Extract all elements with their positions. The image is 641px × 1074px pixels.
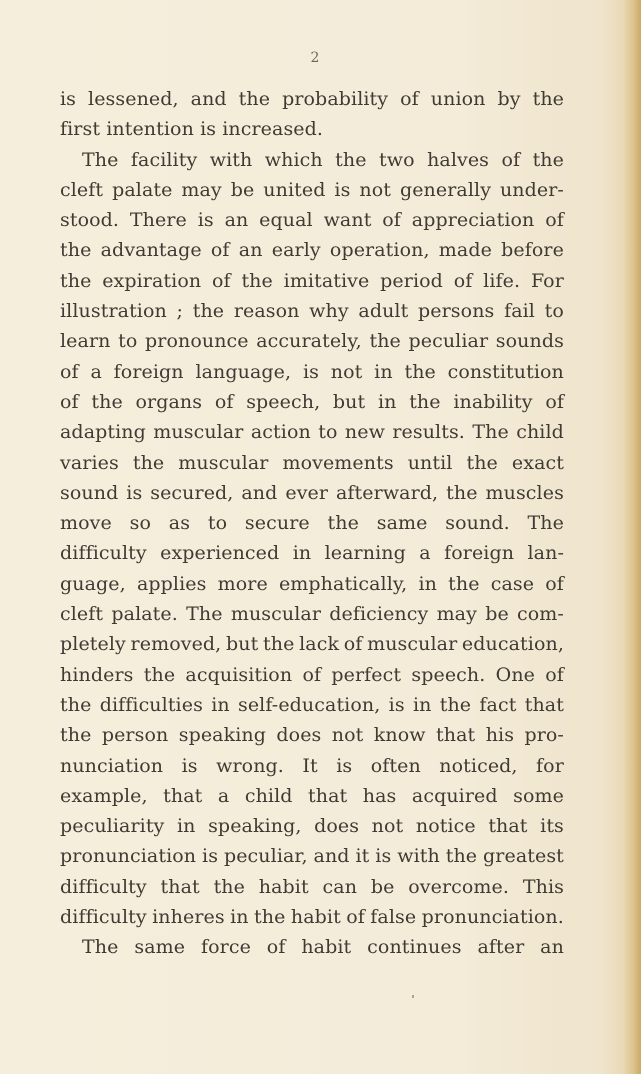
word: has bbox=[362, 784, 397, 807]
word: the bbox=[532, 148, 564, 171]
word: is bbox=[388, 693, 405, 716]
word: more bbox=[217, 572, 268, 595]
word: hinders bbox=[60, 663, 134, 686]
word: for bbox=[536, 754, 564, 777]
word: habit bbox=[301, 936, 352, 959]
word: of bbox=[210, 239, 230, 262]
word: foreign bbox=[113, 360, 184, 383]
word: movements bbox=[282, 451, 394, 474]
word: muscular bbox=[230, 603, 321, 626]
word: in bbox=[176, 815, 196, 838]
word: appreciation bbox=[411, 209, 535, 232]
text-line bbox=[60, 538, 564, 568]
word: inability bbox=[453, 390, 533, 413]
word: sound. bbox=[445, 512, 510, 535]
word: pronunciation bbox=[60, 845, 197, 868]
word: the bbox=[238, 88, 271, 110]
word: the bbox=[448, 572, 480, 595]
word: language, bbox=[195, 360, 292, 383]
word: until bbox=[407, 451, 453, 474]
page-edge-shading bbox=[623, 0, 641, 1074]
word: the bbox=[532, 88, 564, 110]
word: facility bbox=[130, 148, 198, 171]
word: before bbox=[501, 239, 564, 262]
text-line bbox=[60, 114, 564, 144]
word: be bbox=[485, 603, 509, 626]
word: reason bbox=[233, 300, 300, 323]
word: the bbox=[369, 330, 401, 353]
word: to bbox=[544, 300, 564, 323]
word: move bbox=[60, 512, 112, 535]
word: not bbox=[371, 815, 404, 838]
word: not bbox=[331, 724, 364, 747]
word: peculiarity bbox=[60, 815, 165, 838]
word: lessened, bbox=[88, 88, 179, 110]
word: can bbox=[322, 875, 358, 898]
word: that bbox=[160, 875, 200, 898]
word: the bbox=[60, 269, 92, 292]
word: of bbox=[382, 209, 401, 232]
word: some bbox=[513, 784, 564, 807]
word: with bbox=[209, 148, 253, 171]
word: muscles bbox=[485, 481, 564, 504]
word: The bbox=[472, 421, 509, 444]
word: is bbox=[202, 845, 219, 868]
word: palate. bbox=[111, 603, 178, 626]
word: pro- bbox=[524, 724, 564, 747]
word: imitative bbox=[283, 269, 370, 292]
word: of bbox=[60, 360, 79, 383]
word: difficulty bbox=[60, 542, 147, 565]
word: noticed, bbox=[439, 754, 518, 777]
word: under- bbox=[499, 178, 564, 201]
word: muscular bbox=[153, 421, 244, 444]
word: organs bbox=[135, 390, 203, 413]
word: results. bbox=[392, 421, 465, 444]
text-line bbox=[60, 720, 564, 750]
text-line bbox=[60, 629, 564, 659]
word: in bbox=[211, 693, 230, 716]
word: child bbox=[516, 421, 564, 444]
word: in bbox=[377, 390, 397, 413]
word: removed, bbox=[130, 633, 222, 656]
word: notice bbox=[415, 815, 476, 838]
word: is bbox=[197, 209, 214, 232]
word: There bbox=[129, 209, 187, 232]
word: ever bbox=[285, 481, 329, 504]
text-line bbox=[60, 508, 564, 538]
word: greatest bbox=[483, 845, 564, 868]
word: afterward, bbox=[336, 481, 439, 504]
word: it bbox=[355, 845, 370, 868]
word: but bbox=[332, 390, 366, 413]
word: The bbox=[82, 148, 119, 171]
text-line bbox=[60, 387, 564, 417]
word: is bbox=[302, 360, 319, 383]
text-line bbox=[60, 841, 564, 871]
word: to bbox=[118, 330, 138, 353]
word: habit bbox=[290, 906, 341, 929]
word: of bbox=[545, 390, 564, 413]
word: is bbox=[181, 754, 198, 777]
word: palate bbox=[112, 178, 173, 201]
text-line bbox=[60, 235, 564, 265]
word: cleft bbox=[60, 178, 104, 201]
word: foreign bbox=[444, 542, 515, 565]
word: com- bbox=[517, 603, 564, 626]
word: the bbox=[60, 724, 92, 747]
text-line bbox=[60, 569, 564, 599]
word: For bbox=[530, 269, 564, 292]
word: is bbox=[375, 845, 392, 868]
text-line bbox=[60, 902, 564, 932]
word: It bbox=[302, 754, 318, 777]
word: after bbox=[477, 936, 525, 959]
word: The bbox=[82, 936, 119, 959]
word: equal bbox=[259, 209, 313, 232]
word: of bbox=[60, 390, 79, 413]
word: the bbox=[263, 633, 295, 656]
word: as bbox=[168, 512, 191, 535]
word: the bbox=[192, 300, 225, 323]
word: This bbox=[522, 875, 564, 898]
word: cleft bbox=[60, 603, 104, 626]
word: the bbox=[60, 693, 92, 716]
text-line bbox=[60, 326, 564, 356]
word: the bbox=[445, 845, 478, 868]
word: of bbox=[545, 572, 564, 595]
word: the bbox=[254, 906, 286, 929]
word: speaking, bbox=[208, 815, 302, 838]
word: muscular bbox=[367, 633, 458, 656]
word: force bbox=[200, 936, 251, 959]
word: an bbox=[224, 209, 249, 232]
word: that bbox=[163, 784, 203, 807]
text-line bbox=[60, 145, 564, 175]
word: lan- bbox=[527, 542, 564, 565]
word: pronounce bbox=[145, 330, 249, 353]
word: its bbox=[540, 815, 564, 838]
word: overcome. bbox=[408, 875, 510, 898]
word: the bbox=[409, 390, 441, 413]
word: is bbox=[126, 481, 143, 504]
word: speaking bbox=[178, 724, 266, 747]
word: persons bbox=[418, 300, 495, 323]
word: in bbox=[292, 542, 312, 565]
word: to bbox=[318, 421, 338, 444]
word: secure bbox=[244, 512, 310, 535]
word: of bbox=[302, 663, 322, 686]
word: sound bbox=[60, 481, 119, 504]
text-line bbox=[60, 751, 564, 781]
text-line bbox=[60, 205, 564, 235]
word: secured, bbox=[150, 481, 234, 504]
word: applies bbox=[136, 572, 207, 595]
word: false bbox=[370, 906, 417, 929]
word: advantage bbox=[100, 239, 202, 262]
word: in bbox=[230, 906, 249, 929]
word: that bbox=[524, 693, 564, 716]
word: case bbox=[490, 572, 535, 595]
word: of bbox=[545, 209, 564, 232]
word: acquisition bbox=[185, 663, 293, 686]
word: difficulty bbox=[60, 875, 147, 898]
word: wrong. bbox=[216, 754, 284, 777]
word: why bbox=[309, 300, 349, 323]
word: not bbox=[359, 178, 391, 201]
word: The bbox=[527, 512, 564, 535]
text-line bbox=[60, 448, 564, 478]
word: and bbox=[241, 481, 278, 504]
word: the bbox=[466, 451, 498, 474]
word: the bbox=[213, 875, 245, 898]
word: fact bbox=[479, 693, 517, 716]
word: does bbox=[276, 724, 322, 747]
word: pletely bbox=[60, 633, 126, 656]
word: two bbox=[379, 148, 415, 171]
word: expiration bbox=[102, 269, 202, 292]
word: exact bbox=[511, 451, 564, 474]
word: in bbox=[412, 693, 432, 716]
ink-speck bbox=[412, 995, 414, 998]
word: union bbox=[430, 88, 486, 110]
word: self-education, bbox=[237, 693, 381, 716]
word: education, bbox=[461, 633, 564, 656]
word: nunciation bbox=[60, 754, 164, 777]
text-line bbox=[60, 811, 564, 841]
text-line bbox=[60, 296, 564, 326]
word: that bbox=[488, 815, 528, 838]
word: a bbox=[217, 784, 230, 807]
word: that bbox=[308, 784, 348, 807]
word: ; bbox=[176, 300, 184, 323]
word: of bbox=[214, 390, 234, 413]
word: united bbox=[263, 178, 326, 201]
word: may bbox=[436, 603, 477, 626]
word: accurately, bbox=[256, 330, 362, 353]
word: a bbox=[90, 360, 102, 383]
text-line bbox=[60, 266, 564, 296]
word: the bbox=[132, 451, 165, 474]
word: made bbox=[438, 239, 492, 262]
word: of bbox=[453, 269, 473, 292]
word: probability bbox=[282, 88, 389, 110]
word: lack bbox=[299, 633, 340, 656]
word: of bbox=[501, 148, 521, 171]
word: the bbox=[446, 481, 478, 504]
text-line bbox=[60, 781, 564, 811]
word: the bbox=[60, 239, 92, 262]
word: in bbox=[374, 360, 393, 383]
word: sounds bbox=[495, 330, 564, 353]
word: know bbox=[373, 724, 426, 747]
word: and bbox=[313, 845, 350, 868]
text-line bbox=[60, 599, 564, 629]
word: same bbox=[376, 512, 428, 535]
word: of bbox=[343, 633, 363, 656]
word: a bbox=[419, 542, 431, 565]
word: The bbox=[186, 603, 223, 626]
word: adult bbox=[358, 300, 409, 323]
word: pronunciation. bbox=[421, 906, 564, 929]
word: peculiar bbox=[408, 330, 489, 353]
word: of bbox=[266, 936, 286, 959]
word: the bbox=[91, 390, 123, 413]
word: by bbox=[497, 88, 521, 110]
word: want bbox=[323, 209, 372, 232]
word: is bbox=[334, 178, 351, 201]
word: acquired bbox=[411, 784, 498, 807]
word: early bbox=[271, 239, 321, 262]
word: inheres bbox=[152, 906, 225, 929]
word: in bbox=[418, 572, 437, 595]
word: learn bbox=[60, 330, 111, 353]
word: experienced bbox=[160, 542, 280, 565]
word: One bbox=[495, 663, 535, 686]
word: speech, bbox=[246, 390, 321, 413]
page-number: 2 bbox=[310, 50, 320, 66]
word: may bbox=[181, 178, 222, 201]
text-line bbox=[60, 690, 564, 720]
text-line bbox=[60, 872, 564, 902]
text-line bbox=[60, 932, 564, 962]
line-text: first intention is increased. bbox=[60, 118, 324, 141]
word: continues bbox=[367, 936, 462, 959]
word: the bbox=[404, 360, 436, 383]
word: with bbox=[397, 845, 440, 868]
word: illustration bbox=[60, 300, 167, 323]
word: the bbox=[241, 269, 273, 292]
word: fail bbox=[504, 300, 535, 323]
text-line bbox=[60, 84, 564, 114]
word: emphatically, bbox=[278, 572, 408, 595]
word: an bbox=[238, 239, 263, 262]
word: halves bbox=[427, 148, 490, 171]
word: habit bbox=[258, 875, 309, 898]
word: adapting bbox=[60, 421, 146, 444]
word: to bbox=[207, 512, 228, 535]
word: is bbox=[60, 88, 77, 110]
word: be bbox=[370, 875, 395, 898]
word: and bbox=[190, 88, 227, 110]
word: action bbox=[250, 421, 311, 444]
word: which bbox=[264, 148, 323, 171]
body-text bbox=[60, 84, 564, 963]
word: of bbox=[545, 663, 564, 686]
word: varies bbox=[60, 451, 119, 474]
word: not bbox=[330, 360, 363, 383]
text-line bbox=[60, 357, 564, 387]
word: that bbox=[436, 724, 476, 747]
word: but bbox=[225, 633, 259, 656]
word: difficulties bbox=[99, 693, 203, 716]
word: the bbox=[439, 693, 472, 716]
word: does bbox=[314, 815, 360, 838]
word: the bbox=[143, 663, 176, 686]
word: of bbox=[400, 88, 419, 110]
word: muscular bbox=[178, 451, 269, 474]
word: of bbox=[346, 906, 365, 929]
word: operation, bbox=[329, 239, 430, 262]
text-line bbox=[60, 660, 564, 690]
word: an bbox=[540, 936, 564, 959]
text-line bbox=[60, 478, 564, 508]
word: speech. bbox=[411, 663, 486, 686]
word: difficulty bbox=[60, 906, 147, 929]
word: same bbox=[134, 936, 186, 959]
word: peculiar, bbox=[223, 845, 308, 868]
word: is bbox=[336, 754, 353, 777]
text-line bbox=[60, 175, 564, 205]
word: generally bbox=[399, 178, 492, 201]
word: perfect bbox=[331, 663, 402, 686]
word: child bbox=[244, 784, 293, 807]
word: of bbox=[211, 269, 231, 292]
word: new bbox=[344, 421, 385, 444]
word: example, bbox=[60, 784, 148, 807]
word: the bbox=[327, 512, 359, 535]
word: person bbox=[101, 724, 169, 747]
word: constitution bbox=[447, 360, 564, 383]
word: learning bbox=[324, 542, 406, 565]
word: the bbox=[335, 148, 367, 171]
word: stood. bbox=[60, 209, 120, 232]
word: life. bbox=[483, 269, 521, 292]
word: his bbox=[485, 724, 515, 747]
word: so bbox=[129, 512, 152, 535]
word: guage, bbox=[60, 572, 126, 595]
word: period bbox=[380, 269, 443, 292]
word: deficiency bbox=[329, 603, 429, 626]
word: be bbox=[230, 178, 255, 201]
word: often bbox=[370, 754, 421, 777]
text-line bbox=[60, 417, 564, 447]
